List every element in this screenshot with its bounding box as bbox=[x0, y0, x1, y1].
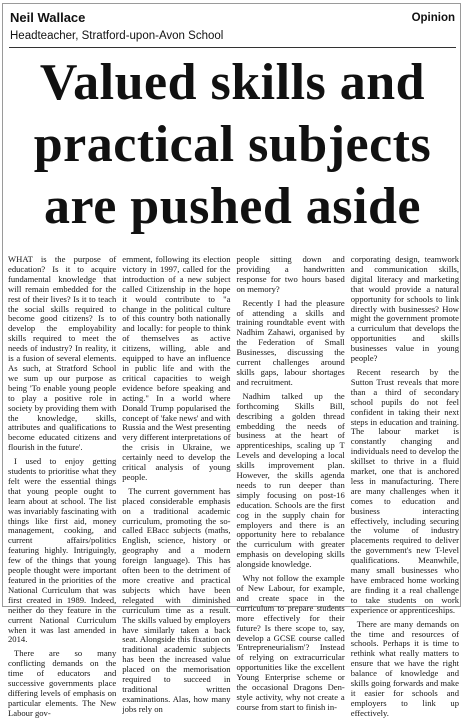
article-header bbox=[10, 10, 457, 26]
paragraph: corporating design, teamwork and communication skills, digital literacy and marketing that would provide a natural opportunity for schools to link directly with businesses? How might the government promote a curriculum that develops the opportunities and skills businesses value in young people? bbox=[350, 254, 459, 364]
article-frame bbox=[2, 3, 461, 718]
paragraph: Recently I had the pleasure of attending a skills and training roundtable event with Nadhim Zahawi, organised by the Federation of Small Businesses, discussing the current challenges around skills gaps, labour shortages and recruitment. bbox=[236, 297, 345, 387]
author-role: Headteacher, Stratford-upon-Avon School bbox=[10, 30, 224, 42]
author-name: Neil Wallace bbox=[10, 10, 86, 25]
headline: Valued skills and practical subjects are pushed aside bbox=[33, 54, 432, 235]
text-column-4 bbox=[350, 254, 459, 718]
text-column-2 bbox=[122, 254, 231, 714]
text-column-1 bbox=[8, 254, 117, 718]
paragraph: Recent research by the Sutton Trust reveals that more than a third of secondary school pupils do not feel confident in taking their next steps in education and training. The labour market is constantly changing and individuals need to develop the skillset to thrive in a fluid market, one that is anchored less in manufacturing. There are many challenges when it comes to education and business interacting effectively, including securing the volume of industry placements required to deliver the government's new T-level qualifications. Meanwhile, many small businesses who have embraced home working are finding it a real challenge to take students on work experience or apprenticeships. bbox=[350, 366, 459, 615]
section-label: Opinion bbox=[411, 12, 455, 24]
paragraph: I used to enjoy getting students to prioritise what they felt were the essential things that young people ought to learn about at school. The list was invariably fascinating with things like first aid, money management, cooking, and current affairs/politics featuring highly. Intriguingly, few of the things that young people thought were important featured in the priorities of the National Curriculum that was first created in 1989. Indeed, neither do they feature in the current National Curriculum when it was last amended in 2014. bbox=[8, 456, 117, 645]
paragraph: ernment, following its election victory in 1997, called for the introduction of a new subject called Citizenship in the hope it would contribute to "a change in the political culture of this country both nationally and locally: for people to think of themselves as active citizens, willing, able and equipped to have an influence in public life and with the critical capacities to weigh evidence before speaking and acting." In a world where Donald Trump popularised the concept of 'fake news' and with Russia and the West presenting very different interpretations of the crisis in Ukraine, we certainly need to develop the critical analysis of young people. bbox=[122, 254, 231, 482]
paragraph: people sitting down and providing a handwritten response for two hours based on memory? bbox=[236, 254, 345, 294]
paragraph: There are many demands on the time and resources of schools. Perhaps it is time to rethink what really matters to ensure that we have the right balance of knowledge and skills going forwards and make it easier for schools and employers to link up effectively. bbox=[350, 618, 459, 718]
paragraph: Nadhim talked up the forthcoming Skills Bill, describing a golden thread embedding the needs of business at the heart of apprenticeships, scaling up T Levels and developing a local skills improvement plan. However, the skills agenda needs to run deeper than simply focusing on post-16 education. Schools are the first cog in the supply chain for employers and there is an opportunity here to rebalance the curriculum with greater emphasis on developing skills alongside knowledge. bbox=[236, 390, 345, 570]
article-body bbox=[8, 254, 459, 718]
paragraph: There are so many conflicting demands on the time of educators and successive governments place differing levels of emphasis on particular elements. The New Labour gov- bbox=[8, 648, 117, 718]
header-divider bbox=[9, 47, 456, 48]
paragraph: The current government has placed considerable emphasis on a traditional academic curriculum, promoting the so-called EBacc subjects (maths, English, science, history or geography and a modern foreign language). This has often been to the detriment of more creative and practical subjects which have been relegated with diminished curriculum time as a result. The skills valued by employers have similarly taken a back seat. Alongside this fixation on traditional academic subjects has been the increased value placed on the memorisation required to succeed in traditional written examinations. Alas, how many jobs rely on bbox=[122, 485, 231, 714]
paragraph: Why not follow the example of New Labour, for example, and create space in the curriculum to prepare students more effectively for their future? Is there scope to, say, develop a GCSE course called 'Entrepreneurialism'? Instead of relying on extracurricular opportunities like the excellent Young Enterprise scheme or the occasional Dragons Den-style activity, why not create a course from start to finish in- bbox=[236, 573, 345, 712]
text-column-3 bbox=[236, 254, 345, 712]
paragraph: WHAT is the purpose of education? Is it to acquire fundamental knowledge that will remain embedded for the rest of their lives? Is it to teach the social skills required to become good citizens? Is to develop the employability skills required to meet the needs of industry? In reality, it is a fusion of several elements. As such, at Stratford School we sum up our purpose as being 'To enable young people to play a positive role in society by providing them with the knowledge, skills, attributes and qualifications to become educated citizens and flourish in the future'. bbox=[8, 254, 117, 453]
